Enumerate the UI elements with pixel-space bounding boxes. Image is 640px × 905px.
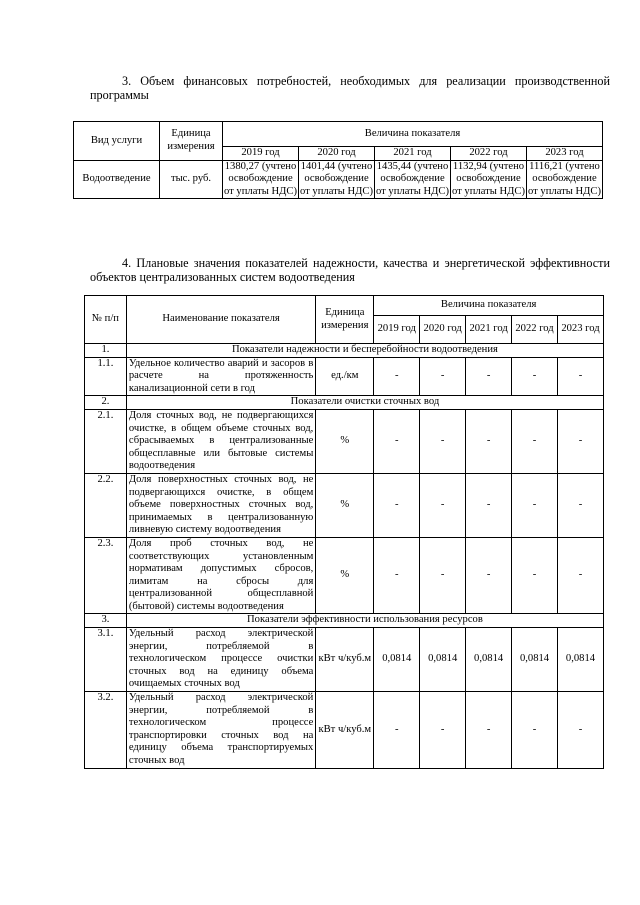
value-cell: - xyxy=(420,537,466,614)
table-row xyxy=(85,409,604,473)
value-cell: - xyxy=(557,537,603,614)
value-cell: - xyxy=(466,537,512,614)
col-service-header: Вид услуги xyxy=(74,122,160,161)
value-cell: - xyxy=(466,357,512,396)
year-header: 2022 год xyxy=(451,147,527,161)
value-cell: - xyxy=(374,473,420,537)
value-cell: - xyxy=(374,537,420,614)
table-row xyxy=(85,473,604,537)
indicator-name: Доля сточных вод, не подвергающихся очистке, в общем объеме сточных вод, сбрасываемых в централизованные общесплавные или бытовые системы водоотведения xyxy=(126,409,315,473)
value-cell: 1116,21 (учтено освобождение от уплаты НДС) xyxy=(528,160,601,197)
value-cell: - xyxy=(557,692,603,769)
table-row xyxy=(85,692,604,769)
value-cell: 1435,44 (учтено освобождение от уплаты НДС) xyxy=(376,160,449,197)
col-value-header: Величина показателя xyxy=(374,296,604,316)
indicators-table xyxy=(84,295,604,769)
col-value-header: Величина показателя xyxy=(223,122,603,147)
value-cell: - xyxy=(466,473,512,537)
group-row xyxy=(85,396,604,410)
value-cell: - xyxy=(374,692,420,769)
value-cell: - xyxy=(512,537,558,614)
group-row xyxy=(85,614,604,628)
indicators-body xyxy=(85,344,604,769)
value-cell: 0,0814 xyxy=(420,628,466,692)
row-number: 2.3. xyxy=(85,537,127,614)
value-cell: - xyxy=(557,409,603,473)
value-cell: 0,0814 xyxy=(557,628,603,692)
value-cell: 1132,94 (учтено освобождение от уплаты НДС) xyxy=(452,160,525,197)
row-number: 2.2. xyxy=(85,473,127,537)
value-cell: - xyxy=(512,692,558,769)
financial-needs-table xyxy=(73,121,603,199)
value-cell: - xyxy=(420,473,466,537)
row-number: 1. xyxy=(85,344,127,358)
value-cell: - xyxy=(512,409,558,473)
indicator-name: Доля проб сточных вод, не соответствующих установленным нормативам допустимых сбросов, лимитам на сбросы для централизованной общесплавной (бытовой) системы водоотведения xyxy=(126,537,315,614)
row-number: 3.1. xyxy=(85,628,127,692)
row-number: 2. xyxy=(85,396,127,410)
value-cell: - xyxy=(374,357,420,396)
value-cell: - xyxy=(466,692,512,769)
indicator-unit: % xyxy=(316,473,374,537)
value-cell: - xyxy=(420,692,466,769)
indicator-name: Удельный расход электрической энергии, потребляемой в технологическом процессе очистки сточных вод на единицу объема очищаемых сточных вод xyxy=(126,628,315,692)
value-cell: 0,0814 xyxy=(374,628,420,692)
group-row xyxy=(85,344,604,358)
value-cell: - xyxy=(557,473,603,537)
indicator-unit: кВт ч/куб.м xyxy=(316,628,374,692)
value-cell: 0,0814 xyxy=(466,628,512,692)
indicator-unit: кВт ч/куб.м xyxy=(316,692,374,769)
section3-heading: 3. Объем финансовых потребностей, необходимых для реализации производственной программы xyxy=(90,74,610,102)
indicator-name: Доля поверхностных сточных вод, не подвергающихся очистке, в общем объеме поверхностных сточных вод, принимаемых в централизованную ливневую систему водоотведения xyxy=(126,473,315,537)
indicator-name: Удельное количество аварий и засоров в расчете на протяженность канализационной сети в год xyxy=(126,357,315,396)
table-row xyxy=(85,628,604,692)
value-cell: - xyxy=(512,357,558,396)
row-number: 2.1. xyxy=(85,409,127,473)
unit-cell: тыс. руб. xyxy=(160,160,223,199)
year-header: 2023 год xyxy=(557,316,603,344)
year-header: 2023 год xyxy=(526,147,602,161)
year-header: 2020 год xyxy=(420,316,466,344)
row-number: 3. xyxy=(85,614,127,628)
year-header: 2021 год xyxy=(466,316,512,344)
section4-heading: 4. Плановые значения показателей надежности, качества и энергетической эффективности объектов централизованных систем водоотведения xyxy=(90,256,610,284)
indicator-unit: ед./км xyxy=(316,357,374,396)
indicator-name: Удельный расход электрической энергии, потребляемой в технологическом процессе транспортировки сточных вод на единицу объема транспортируемых сточных вод xyxy=(126,692,315,769)
group-title: Показатели очистки сточных вод xyxy=(126,396,603,410)
indicator-unit: % xyxy=(316,537,374,614)
row-number: 3.2. xyxy=(85,692,127,769)
year-header: 2022 год xyxy=(512,316,558,344)
year-header: 2020 год xyxy=(299,147,375,161)
col-num-header: № п/п xyxy=(85,296,127,344)
row-number: 1.1. xyxy=(85,357,127,396)
col-unit-header: Единица измерения xyxy=(316,296,374,344)
value-cell: 0,0814 xyxy=(512,628,558,692)
year-header: 2019 год xyxy=(223,147,299,161)
year-header: 2019 год xyxy=(374,316,420,344)
col-name-header: Наименование показателя xyxy=(126,296,315,344)
table-row xyxy=(74,160,603,199)
value-cell: - xyxy=(512,473,558,537)
value-cell: - xyxy=(420,357,466,396)
value-cell: 1380,27 (учтено освобождение от уплаты НДС) xyxy=(224,160,297,197)
group-title: Показатели эффективности использования ресурсов xyxy=(126,614,603,628)
value-cell: - xyxy=(420,409,466,473)
col-unit-header: Единица измерения xyxy=(160,122,223,161)
table-row xyxy=(85,537,604,614)
group-title: Показатели надежности и бесперебойности водоотведения xyxy=(126,344,603,358)
value-cell: - xyxy=(557,357,603,396)
value-cell: 1401,44 (учтено освобождение от уплаты НДС) xyxy=(300,160,373,197)
indicator-unit: % xyxy=(316,409,374,473)
table-row xyxy=(85,357,604,396)
year-header: 2021 год xyxy=(375,147,451,161)
value-cell: - xyxy=(374,409,420,473)
value-cell: - xyxy=(466,409,512,473)
service-cell: Водоотведение xyxy=(74,160,160,199)
